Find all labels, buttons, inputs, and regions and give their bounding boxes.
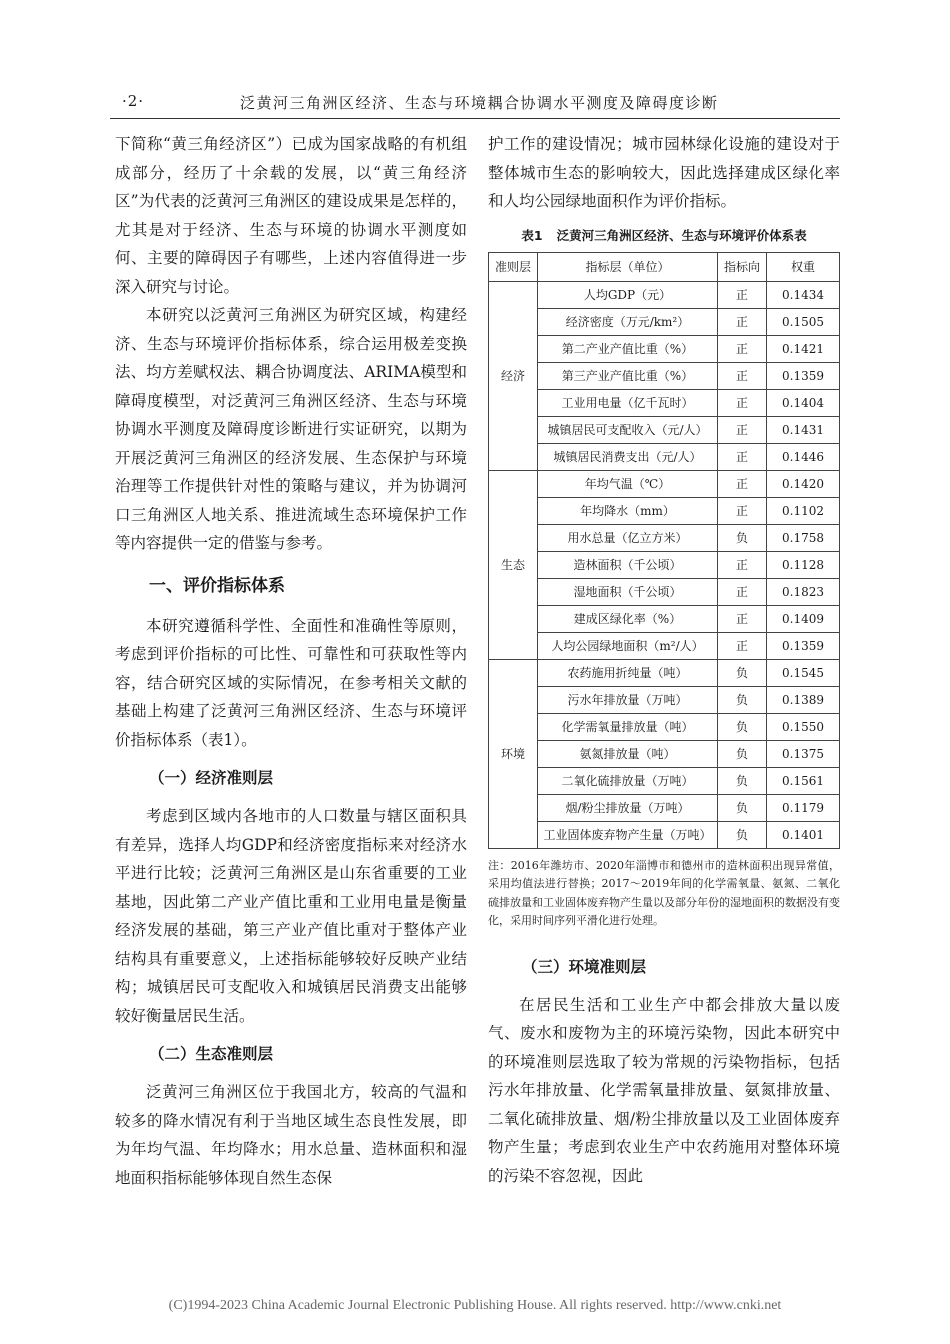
- weight-cell: 0.1561: [767, 767, 840, 794]
- weight-cell: 0.1375: [767, 740, 840, 767]
- paragraph-study-overview: 本研究以泛黄河三角洲区为研究区域，构建经济、生态与环境评价指标体系，综合运用极差变换法、均方差赋权法、耦合协调度法、ARIMA模型和障碍度模型，对泛黄河三角洲区经济、生态与环境协调水平测度及障碍度诊断进行实证研究，以期为开展泛黄河三角洲区的经济发展、生态保护与环境治理等工作提供针对性的策略与建议，并为协调河口三角洲区人地关系、推进流域生态环境保护工作等内容提供一定的借鉴与参考。: [115, 306, 467, 552]
- indicator-cell: 氨氮排放量（吨）: [538, 740, 718, 767]
- table-row: [489, 767, 840, 794]
- table-row: [489, 632, 840, 659]
- weight-cell: 0.1431: [767, 416, 840, 443]
- weight-cell: 0.1434: [767, 281, 840, 308]
- table-row: [489, 416, 840, 443]
- direction-cell: 负: [718, 794, 767, 821]
- direction-cell: 负: [718, 767, 767, 794]
- table-row: [489, 362, 840, 389]
- direction-cell: 负: [718, 524, 767, 551]
- weight-cell: 0.1179: [767, 794, 840, 821]
- indicator-cell: 烟/粉尘排放量（万吨）: [538, 794, 718, 821]
- weight-cell: 0.1823: [767, 578, 840, 605]
- indicator-cell: 建成区绿化率（%）: [538, 605, 718, 632]
- table-row: [489, 335, 840, 362]
- direction-cell: 正: [718, 389, 767, 416]
- direction-cell: 负: [718, 659, 767, 686]
- table-header-row: [489, 252, 840, 281]
- table-row: [489, 713, 840, 740]
- table-row: [489, 443, 840, 470]
- weight-cell: 0.1401: [767, 821, 840, 848]
- paragraph-economy: 考虑到区域内各地市的人口数量与辖区面积具有差异，选择人均GDP和经济密度指标来对经济水平进行比较；泛黄河三角洲区是山东省重要的工业基地，因此第二产业产值比重和工业用电量是衡量经济发展的基础，第三产业产值比重对于整体产业结构具有重要意义，上述指标能够较好反映产业结构；城镇居民可支配收入和城镇居民消费支出能够较好衡量居民生活。: [115, 807, 467, 1025]
- direction-cell: 正: [718, 281, 767, 308]
- direction-cell: 正: [718, 443, 767, 470]
- weight-cell: 0.1758: [767, 524, 840, 551]
- weight-cell: 0.1420: [767, 470, 840, 497]
- table-row: [489, 659, 840, 686]
- paragraph-environment: 在居民生活和工业生产中都会排放大量以废气、废水和废物为主的环境污染物，因此本研究中的环境准则层选取了较为常规的污染物指标，包括污水年排放量、化学需氧量排放量、氨氮排放量、二氧化硫排放量、烟/粉尘排放量以及工业固体废弃物产生量；考虑到农业生产中农药施用对整体环境的污染不容忽视，因此: [488, 995, 840, 1185]
- weight-cell: 0.1404: [767, 389, 840, 416]
- table-row: [489, 605, 840, 632]
- direction-cell: 负: [718, 740, 767, 767]
- weight-cell: 0.1545: [767, 659, 840, 686]
- table-row: [489, 308, 840, 335]
- indicator-cell: 化学需氧量排放量（吨）: [538, 713, 718, 740]
- weight-cell: 0.1102: [767, 497, 840, 524]
- table-label: 表1: [521, 227, 543, 243]
- copyright-footer: (C)1994-2023 China Academic Journal Electronic Publishing House. All rights reserved. http://www.cnki.net: [168, 1298, 782, 1313]
- table-note: 注：2016年潍坊市、2020年淄博市和德州市的造林面积出现异常值，采用均值法进行替换；2017～2019年间的化学需氧量、氨氮、二氧化硫排放量和工业固体废弃物产生量以及部分年份的湿地面积的数据没有变化，采用时间序列平滑化进行处理。: [488, 858, 840, 927]
- indicator-cell: 第三产业产值比重（%）: [538, 362, 718, 389]
- indicator-cell: 造林面积（千公顷）: [538, 551, 718, 578]
- header-criterion: 准则层: [489, 252, 538, 281]
- subsection-title-economy: （一）经济准则层: [149, 769, 274, 787]
- left-column: [115, 130, 467, 1192]
- criterion-cell: 经济: [489, 281, 538, 470]
- paragraph-ecology-continued: 护工作的建设情况；城市园林绿化设施的建设对于整体城市生态的影响较大，因此选择建成区绿化率和人均公园绿地面积作为评价指标。: [488, 135, 840, 210]
- running-header: [110, 88, 840, 114]
- direction-cell: 正: [718, 578, 767, 605]
- table-body: [489, 281, 840, 848]
- table-row: [489, 470, 840, 497]
- indicator-table: [488, 252, 840, 849]
- weight-cell: 0.1409: [767, 605, 840, 632]
- page-number: ·2·: [122, 92, 145, 110]
- table-row: [489, 821, 840, 848]
- paragraph-ecology: 泛黄河三角洲区位于我国北方，较高的气温和较多的降水情况有利于当地区域生态良性发展，即为年均气温、年均降水；用水总量、造林面积和湿地面积指标能够体现自然生态保: [115, 1083, 467, 1187]
- header-rule: [110, 118, 840, 119]
- weight-cell: 0.1421: [767, 335, 840, 362]
- direction-cell: 负: [718, 821, 767, 848]
- table-row: [489, 281, 840, 308]
- indicator-cell: 工业用电量（亿千瓦时）: [538, 389, 718, 416]
- indicator-cell: 农药施用折纯量（吨）: [538, 659, 718, 686]
- weight-cell: 0.1505: [767, 308, 840, 335]
- indicator-cell: 年均气温（℃）: [538, 470, 718, 497]
- direction-cell: 正: [718, 470, 767, 497]
- table-row: [489, 740, 840, 767]
- subsection-title-environment: （三）环境准则层: [522, 957, 647, 976]
- right-column: [488, 130, 840, 1190]
- indicator-cell: 城镇居民消费支出（元/人）: [538, 443, 718, 470]
- direction-cell: 正: [718, 362, 767, 389]
- table-row: [489, 497, 840, 524]
- weight-cell: 0.1550: [767, 713, 840, 740]
- indicator-cell: 人均GDP（元）: [538, 281, 718, 308]
- running-title: 泛黄河三角洲区经济、生态与环境耦合协调水平测度及障碍度诊断: [240, 94, 719, 112]
- direction-cell: 正: [718, 416, 767, 443]
- weight-cell: 0.1389: [767, 686, 840, 713]
- paragraph-section1: 本研究遵循科学性、全面性和准确性等原则，考虑到评价指标的可比性、可靠性和可获取性等内容，结合研究区域的实际情况，在参考相关文献的基础上构建了泛黄河三角洲区经济、生态与环境评价指标体系（表1）。: [115, 616, 467, 749]
- table-row: [489, 578, 840, 605]
- table-row: [489, 551, 840, 578]
- indicator-cell: 工业固体废弃物产生量（万吨）: [538, 821, 718, 848]
- criterion-cell: 生态: [489, 470, 538, 659]
- header-direction: 指标向: [718, 252, 767, 281]
- section-title-evaluation-system: 一、评价指标体系: [149, 575, 285, 596]
- indicator-cell: 污水年排放量（万吨）: [538, 686, 718, 713]
- direction-cell: 正: [718, 551, 767, 578]
- direction-cell: 正: [718, 335, 767, 362]
- indicator-cell: 湿地面积（千公顷）: [538, 578, 718, 605]
- table-row: [489, 389, 840, 416]
- indicator-cell: 第二产业产值比重（%）: [538, 335, 718, 362]
- table-title: 泛黄河三角洲区经济、生态与环境评价体系表: [556, 227, 807, 243]
- subsection-title-ecology: （二）生态准则层: [149, 1045, 274, 1063]
- weight-cell: 0.1128: [767, 551, 840, 578]
- weight-cell: 0.1359: [767, 632, 840, 659]
- table-caption: [488, 226, 840, 244]
- criterion-cell: 环境: [489, 659, 538, 848]
- indicator-cell: 年均降水（mm）: [538, 497, 718, 524]
- header-weight: 权重: [767, 252, 840, 281]
- indicator-cell: 城镇居民可支配收入（元/人）: [538, 416, 718, 443]
- weight-cell: 0.1446: [767, 443, 840, 470]
- indicator-cell: 用水总量（亿立方米）: [538, 524, 718, 551]
- table-row: [489, 524, 840, 551]
- indicator-cell: 二氧化硫排放量（万吨）: [538, 767, 718, 794]
- paragraph-intro-continued: 下简称“黄三角经济区”）已成为国家战略的有机组成部分，经历了十余载的发展，以“黄三角经济区”为代表的泛黄河三角洲区的建设成果是怎样的，尤其是对于经济、生态与环境的协调水平测度如何、主要的障碍因子有哪些，上述内容值得进一步深入研究与讨论。: [115, 135, 467, 296]
- direction-cell: 正: [718, 605, 767, 632]
- table-row: [489, 686, 840, 713]
- table-row: [489, 794, 840, 821]
- weight-cell: 0.1359: [767, 362, 840, 389]
- direction-cell: 负: [718, 686, 767, 713]
- indicator-cell: 人均公园绿地面积（m²/人）: [538, 632, 718, 659]
- direction-cell: 正: [718, 632, 767, 659]
- indicator-cell: 经济密度（万元/km²）: [538, 308, 718, 335]
- header-indicator: 指标层（单位）: [538, 252, 718, 281]
- direction-cell: 负: [718, 713, 767, 740]
- direction-cell: 正: [718, 497, 767, 524]
- direction-cell: 正: [718, 308, 767, 335]
